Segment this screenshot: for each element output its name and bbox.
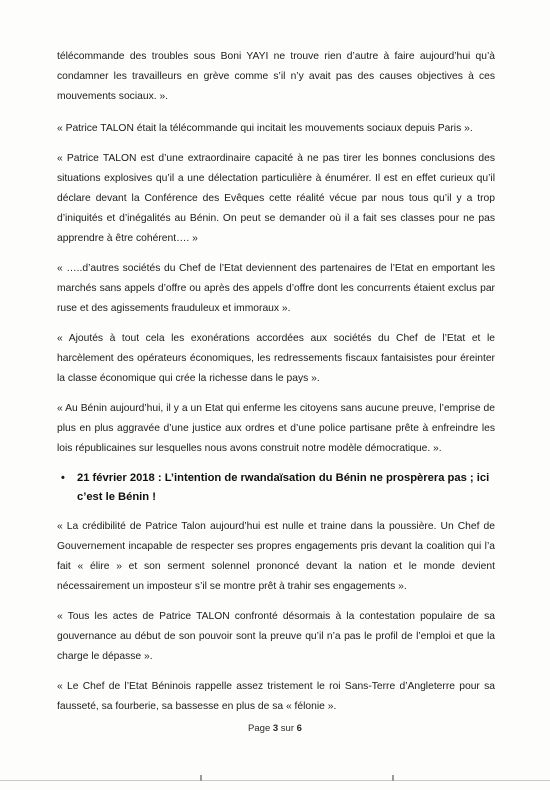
scan-mark — [200, 775, 202, 781]
quote-paragraph: « Au Bénin aujourd’hui, il y a un Etat qui enferme les citoyens sans aucune preuve, l’emprise de plus en plus aggravée d’une justice aux ordres et d’une police partisane prête à enfreindre les lois républicaines sur lesquelles nous avons construit notre modèle démocratique. ». — [57, 403, 495, 454]
quote-paragraph: « Patrice TALON était la télécommande qui incitait les mouvements sociaux depuis Paris ». — [57, 123, 473, 134]
section-heading-row — [57, 469, 495, 507]
bullet-icon: • — [61, 472, 65, 484]
page-separator: sur — [278, 723, 297, 734]
scan-edge-line — [0, 780, 550, 781]
section-heading: 21 février 2018 : L’intention de rwandaïsation du Bénin ne prospèrera pas ; ici c’est le Bénin ! — [77, 472, 490, 503]
quote-paragraph: « La crédibilité de Patrice Talon aujourd’hui est nulle et traine dans la poussière. Un Chef de Gouvernement incapable de respecter ses propres engagements pris devant la coalition qui l’a fait « élire » et son serment solennel prononcé devant la nation et le monde devient nécessairement un imposteur s’il se montre prêt à trahir ses engagements ». — [57, 521, 495, 592]
quote-paragraph: « Ajoutés à tout cela les exonérations accordées aux sociétés du Chef de l’Etat et le harcèlement des opérateurs économiques, les redressements fiscaux fantaisistes pour éreinter la classe économique qui crée la richesse dans le pays ». — [57, 333, 495, 384]
scan-mark — [392, 775, 394, 781]
paragraph-continued: télécommande des troubles sous Boni YAYI ne trouve rien d’autre à faire aujourd’hui qu’à condamner les travailleurs en grève comme s’il n’y avait pas des causes objectives à ces mouvements sociaux. ». — [57, 51, 495, 102]
total-pages-number: 6 — [296, 723, 302, 734]
page-body — [57, 47, 495, 727]
quote-paragraph: « Patrice TALON est d’une extraordinaire capacité à ne pas tirer les bonnes conclusions des situations explosives qu’il a une délectation particulière à énumérer. Il est en effet curieux qu’il déclare devant la Conférence des Evêques cette réalité vécue par nous tous qu’il y a trop d’iniquités et d’inégalités au Bénin. On peut se demander où il a fait ses classes pour ne pas apprendre à être cohérent…. » — [57, 153, 495, 244]
current-page-number: 3 — [272, 723, 279, 734]
quote-paragraph: « …..d’autres sociétés du Chef de l’Etat deviennent des partenaires de l’Etat en emportant les marchés sans appels d’offre ou après des appels d’offre dont les concurrents étaient exclus par ruse et des agissements frauduleux et immoraux ». — [57, 263, 495, 314]
page-number-footer — [0, 723, 550, 734]
page-label: Page — [248, 723, 273, 734]
quote-paragraph: « Tous les actes de Patrice TALON confronté désormais à la contestation populaire de sa gouvernance au début de son pouvoir sont la preuve qu’il n’a pas le profil de l’emploi et que la charge le dépasse ». — [57, 611, 495, 662]
quote-paragraph: « Le Chef de l’Etat Béninois rappelle assez tristement le roi Sans-Terre d’Angleterre pour sa fausseté, sa fourberie, sa bassesse en plus de sa « félonie ». — [57, 681, 495, 712]
